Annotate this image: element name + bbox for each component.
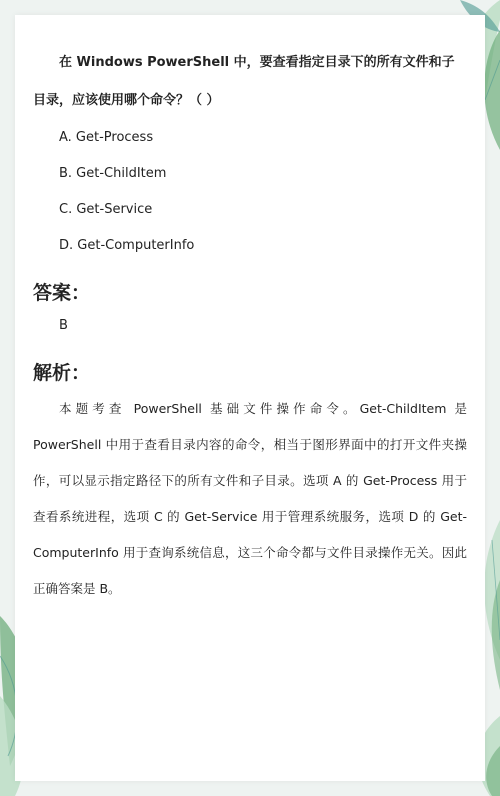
option-d: D. Get-ComputerInfo bbox=[59, 238, 195, 253]
option-c: C. Get-Service bbox=[59, 202, 153, 217]
answer-heading: 答案： bbox=[33, 282, 91, 304]
document-page bbox=[15, 15, 485, 781]
option-b: B. Get-ChildItem bbox=[59, 166, 167, 181]
analysis-heading: 解析： bbox=[33, 362, 91, 384]
option-a: A. Get-Process bbox=[59, 130, 154, 145]
question-text: 在 Windows PowerShell 中，要查看指定目录下的所有文件和子目录，应该使用哪个命令？（ ） bbox=[33, 55, 455, 108]
answer-value: B bbox=[59, 318, 68, 333]
document-content bbox=[33, 15, 467, 607]
option-list bbox=[33, 120, 467, 264]
analysis-text: 本题考查 PowerShell 基础文件操作命令。Get-ChildItem 是 PowerShell 中用于查看目录内容的命令，相当于图形界面中的打开文件夹操作，可以显示指定路径下的所有文件和子目录。选项 A 的 Get-Process 用于查看系统进程，选项 C 的 Get-Service 用于管理系统服务，选项 D 的 Get-ComputerInfo 用于查询系统信息，这三个命令都与文件目录操作无关。因此正确答案是 B。 bbox=[33, 401, 467, 596]
